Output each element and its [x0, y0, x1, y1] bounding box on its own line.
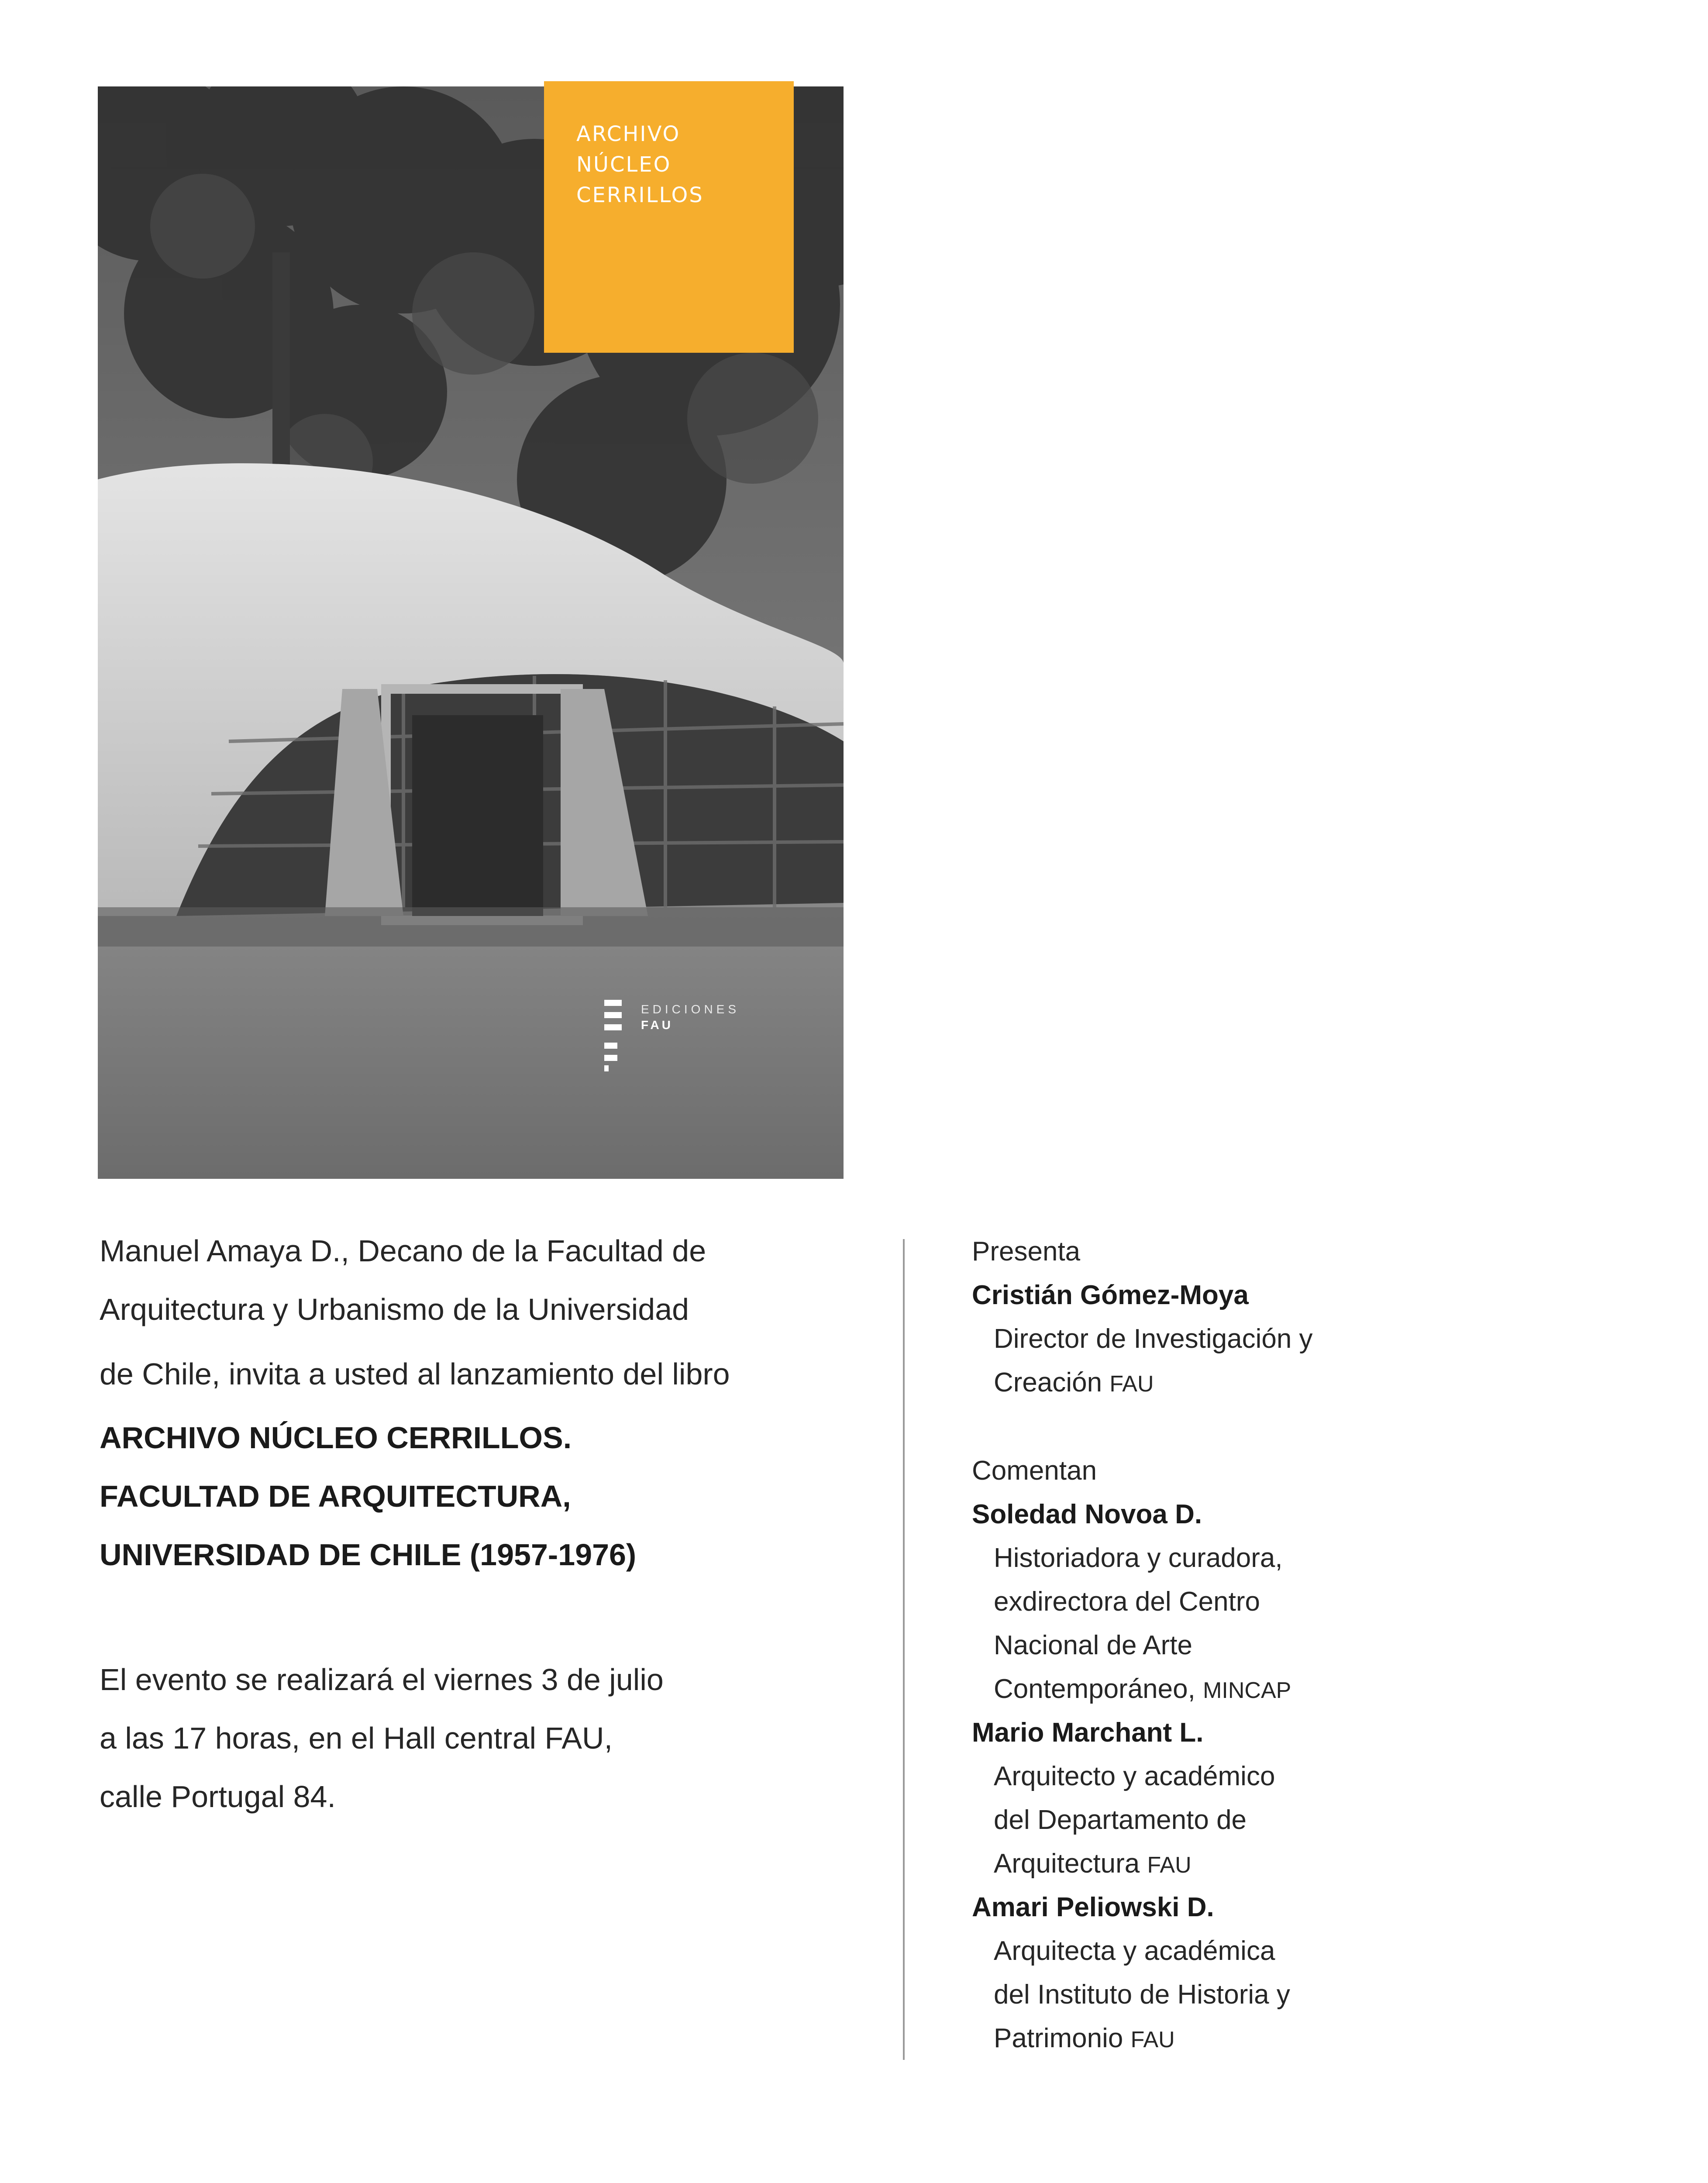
- presenter-role: Creación FAU: [994, 1367, 1154, 1398]
- event-line: calle Portugal 84.: [100, 1780, 336, 1814]
- commentator-role: Historiadora y curadora,: [994, 1543, 1283, 1573]
- commentator-name: Amari Peliowski D.: [972, 1892, 1214, 1922]
- commentator-role: Arquitectura FAU: [994, 1849, 1191, 1879]
- commentator-role: Contemporáneo, MINCAP: [994, 1674, 1291, 1704]
- commentator-name: Soledad Novoa D.: [972, 1499, 1202, 1529]
- book-title-line: UNIVERSIDAD DE CHILE (1957-1976): [100, 1538, 637, 1572]
- book-title-line: ARCHIVO NÚCLEO CERRILLOS.: [100, 1421, 572, 1455]
- book-title-line: FACULTAD DE ARQUITECTURA,: [100, 1479, 571, 1513]
- presenter-name: Cristián Gómez-Moya: [972, 1280, 1249, 1310]
- ediciones-fau-cover-icon: [604, 1000, 622, 1070]
- commentator-role: Nacional de Arte: [994, 1630, 1192, 1660]
- commentator-role: del Instituto de Historia y: [994, 1980, 1290, 2010]
- event-line: a las 17 horas, en el Hall central FAU,: [100, 1721, 613, 1755]
- comentan-label: Comentan: [972, 1456, 1097, 1486]
- commentator-role: del Departamento de: [994, 1805, 1247, 1835]
- cover-publisher-line1: EDICIONES: [641, 1002, 740, 1016]
- presenta-label: Presenta: [972, 1236, 1081, 1267]
- commentator-role: Arquitecta y académica: [994, 1936, 1275, 1966]
- cover-title: ARCHIVO NÚCLEO CERRILLOS: [576, 122, 704, 207]
- commentator-name: Mario Marchant L.: [972, 1718, 1204, 1748]
- intro-line: Manuel Amaya D., Decano de la Facultad de: [100, 1234, 706, 1268]
- cover-title-block: [544, 81, 794, 353]
- column-divider: [903, 1239, 905, 2060]
- cover-publisher-line2: FAU: [641, 1018, 673, 1032]
- commentator-role: Patrimonio FAU: [994, 2023, 1175, 2053]
- commentator-role: Arquitecto y académico: [994, 1761, 1275, 1791]
- commentator-role: exdirectora del Centro: [994, 1587, 1260, 1617]
- presenter-role: Director de Investigación y: [994, 1324, 1313, 1354]
- intro-line: de Chile, invita a usted al lanzamiento del libro: [100, 1357, 730, 1391]
- intro-line: Arquitectura y Urbanismo de la Universidad: [100, 1292, 689, 1326]
- event-line: El evento se realizará el viernes 3 de julio: [100, 1663, 664, 1697]
